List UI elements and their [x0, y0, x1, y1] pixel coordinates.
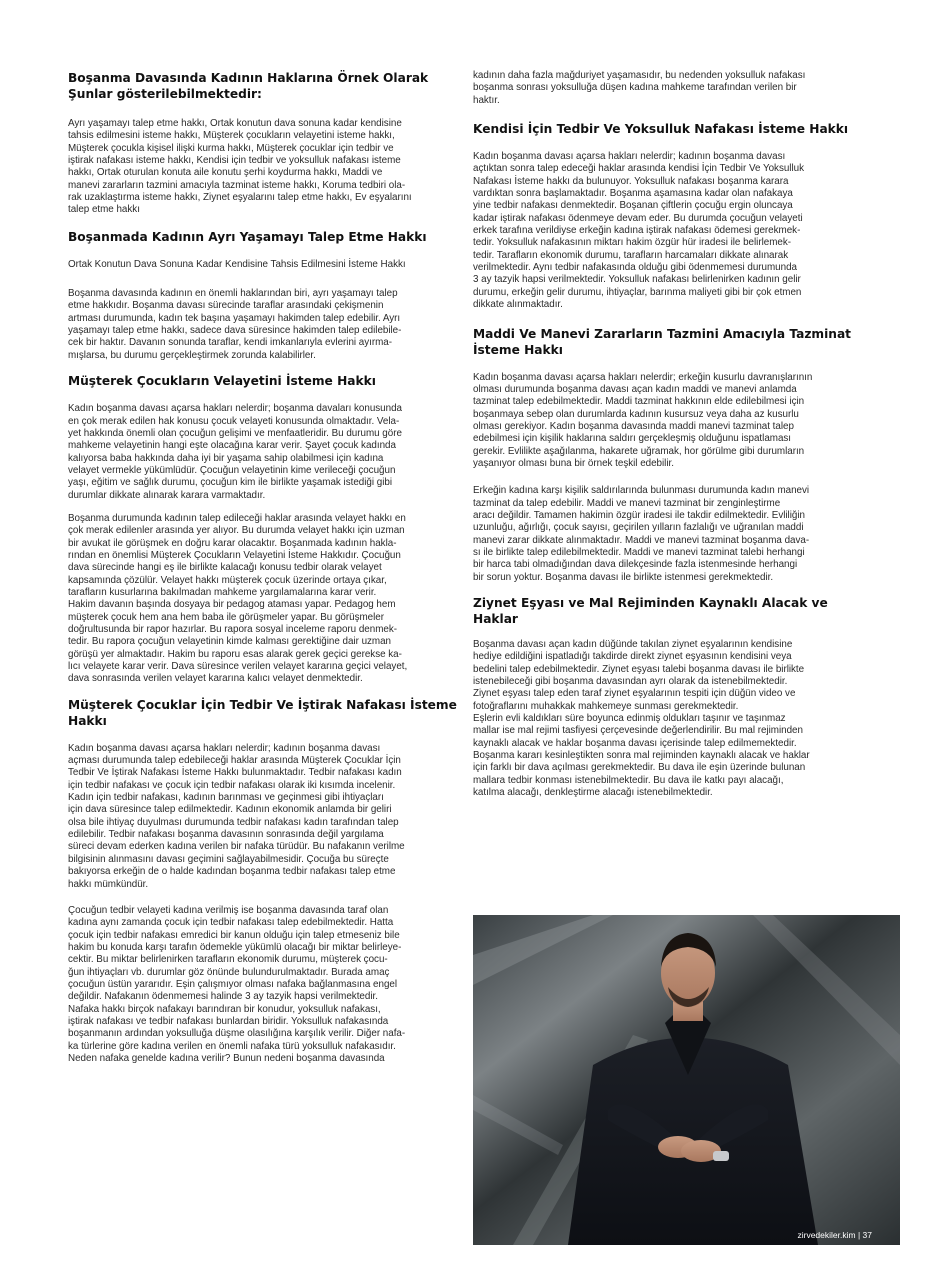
paragraph: Çocuğun tedbir velayeti kadına verilmiş ise boşanma davasında taraf olan kadına aynı zamanda çocuk için tedbir nafakası talep edebilmektedir. Hatta çocuk için tedbir nafakası emredici bir kanun olduğu için talep etmeseniz bile hakim bu konuda karşı tarafın ödemekle yükümlü olacağı bir miktar belirleye- cektir. Bu miktar belirlenirken tarafların ekonomik durumu, müşterek çocu- ğun ihtiyaçları vb. durumlar göz önünde bulundurulmaktadır. Burada amaç çocuğun üstün yararıdır. Eşin çalışmıyor olması nafaka bağlanmasına engel değildir. Nafakanın ödenmemesi halinde 3 ay tazyik hapsi verilmektedir. Nafaka hakkı birçok nafakayı barındıran bir konudur, yoksulluk nafakası, iştirak nafakası ve tedbir nafakası bunlardan biridir. Yoksulluk nafakasında boşanmanın ardından yoksulluğa düşme olasılığına karşılık verilir. Diğer nafa- ka türlerine göre kadına verilen en önemli nafaka türü yoksulluk nafakasıdır. Neden nafaka genelde kadına verilir? Bunun nedeni boşanma davasında: [68, 904, 406, 1064]
footer-divider: |: [857, 1230, 863, 1240]
left-column: [68, 64, 458, 1065]
section-heading-compensation: Maddi Ve Manevi Zararların Tazmini Amacıyla Tazminat İsteme Hakkı: [473, 326, 852, 357]
paragraph: Ortak Konutun Dava Sonuna Kadar Kendisine Tahsis Edilmesini İsteme Hakkı: [68, 258, 406, 270]
marble-background: [473, 915, 900, 1245]
paragraph: Kadın boşanma davası açarsa hakları nelerdir; boşanma davaları konusunda en çok merak edilen hak konusu çocuk velayeti konusunda olmaktadır. Vela- yet hakkında önemli olan çocuğun gelişimi ve menfaatleridir. Bu durumu göre mahkeme velayetinin hangi eşte olacağına karar verir. Şayet çocuk kadında kalıyorsa baba hakkında daha iyi bir yaşama sahip olabilmesi için kadına velayet vermekle yükümlüdür. Çocuğun velayetinin kime verileceği çocuğun yaşı, eğitim ve sağlık durumu, çocuğun kim ile birlikte yaşamak istediği gibi durumlar dikkate alınarak karara varmaktadır.: [68, 403, 402, 501]
section-heading-separate-living: Boşanmada Kadının Ayrı Yaşamayı Talep Etme Hakkı: [68, 229, 427, 244]
section-heading-rights-examples: Boşanma Davasında Kadının Haklarına Örnek Olarak Şunlar gösterilebilmektedir:: [68, 71, 429, 101]
paragraph: Erkeğin kadına karşı kişilik saldırılarında bulunması durumunda kadın manevi tazminat da talep edebilir. Maddi ve manevi tazminat bir zenginleştirme aracı değildir. Tamamen hakimin özgür iradesi ile takdir edilmektedir. Evliliğin uzunluğu, ağırlığı, çocuk sayısı, geçirilen yılların fazlalığı ve uğranılan maddi manevi zarar dikkate alınmaktadır. Maddi ve manevi tazminat boşanma dava- sı ile birlikte talep edilebilmektedir. Maddi ve manevi tazminat talebi herhangi bir harca tabi olmadığından dava dilekçesinde fazla istenmesinde herhangi bir sorun yoktur. Boşanma davası ile birlikte istenmesi gerekmektedir.: [473, 485, 810, 583]
page-number: 37: [862, 1230, 872, 1240]
paragraph: Kadın boşanma davası açarsa hakları nelerdir; kadının boşanma davası açması durumunda talep edebileceği haklar arasında Müşterek Çocuklar İçin Tedbir Ve İştirak Nafakası İsteme Hakkı bulunmaktadır. Tedbir nafakası kadın için tedbir nafakası ve çocuk için tedbir nafakası olarak iki kısımda incelenir. Kadın için tedbir nafakası, kadının barınması ve geçinmesi gibi ihtiyaçları için dava süresince talep edilmektedir. Kadının ekonomik anlamda bir geliri olsa bile ihtiyaç duyulması durumunda tedbir nafakası kadın tarafından talep edilebilir. Tedbir nafakası boşanma davasının sonrasında değil yargılama süreci devam ederken kadına verilen bir nafaka türüdür. Bu nafakanın verilme bilgisinin alınmasını davası geçimini sağlayabilmesidir. Çocuğa bu süreçte bakıyorsa erkeğin de o halde kadından boşanma tedbir nafakası talep etme hakkı mümkündür.: [68, 742, 405, 890]
section-heading-child-alimony: Müşterek Çocuklar İçin Tedbir Ve İştirak Nafakası İsteme Hakkı: [68, 697, 457, 728]
paragraph: Kadın boşanma davası açarsa hakları nelerdir; kadının boşanma davası açtıktan sonra talep edeceği haklar arasında kendisi İçin Tedbir Ve Yoksulluk Nafakası İsteme hakkı da bulunuyor. Yoksulluk nafakası boşanma karara vardıktan sonra başlamaktadır. Boşanma aşamasına kadar olan nafakaya yine tedbir nafakası denmektedir. Boşanan çiftlerin çocuğu ergin oluncaya kadar iştirak nafakası ödenmeye devam eder. Bu durumda çocuğun velayeti erkek tarafına verildiyse erkeğin kadına iştirak nafakası ödemesi gerekmek- tedir. Yoksulluk nafakasının miktarı hakim özgür hür iradesi ile belirlemek- tedir. Tarafların ekonomik durumu, tarafların harcamaları dikkate alınarak verilmektedir. Aynı tedbir nafakasında olduğu gibi ödenmemesi durumunda 3 ay tazyik hapsi verilmektedir. Yoksulluk nafakası belirlenirken kadının gelir durumu, erkeğin gelir durumu, ihtiyaçlar, barınma maliyeti gibi bir çok etmen dikkate alınmaktadır.: [473, 151, 804, 311]
section-heading-poverty-alimony: Kendisi İçin Tedbir Ve Yoksulluk Nafakası İsteme Hakkı: [473, 122, 849, 137]
portrait-photo: [473, 915, 900, 1245]
section-heading-jewelry-property: Ziynet Eşyası ve Mal Rejiminden Kaynaklı Alacak ve Haklar: [473, 596, 828, 626]
section-heading-custody: Müşterek Çocukların Velayetini İsteme Hakkı: [68, 374, 376, 389]
paragraph: Ayrı yaşamayı talep etme hakkı, Ortak konutun dava sonuna kadar kendisine tahsis edilmesini isteme hakkı, Müşterek çocukların velayetini isteme hakkı, Müşterek çocukla kişisel ilişki kurma hakkı, Müşterek çocuklar için tedbir ve iştirak nafakası isteme hakkı, Kendisi için tedbir ve yoksulluk nafakası isteme hakkı, Ortak oturulan konuta aile konutu şerhi koydurma hakkı, Maddi ve manevi zararların tazmini amacıyla tazminat isteme hakkı, Koruma tedbiri ola- rak uzaklaştırma isteme hakkı, Ziynet eşyalarını talep etme hakkı, Ev eşyalarını talep etme hakkı: [68, 118, 412, 216]
site-name[interactable]: zirvedekiler.kim: [797, 1230, 856, 1240]
page-footer: [797, 1230, 872, 1240]
paragraph: Boşanma davası açan kadın düğünde takılan ziynet eşyalarının kendisine hediye edildiğini ispatladığı takdirde direkt ziynet eşyasının kendisini veya bedelini talep edebilmektedir. Ziynet eşyası talebi boşanma davası ile birlikte istenebileceği gibi boşanma davasından ayrı olarak da istenebilmektedir. Ziynet eşyası talep eden taraf ziynet eşyalarının tespiti için düğün video ve fotoğraflarını muhakkak mahkemeye sunması gerekmektedir. Eşlerin evli kaldıkları süre boyunca edinmiş oldukları taşınır ve taşınmaz mallar ise mal rejimi tasfiyesi çerçevesinde değerlendirilir. Bu mal rejiminden kaynaklı alacak ve haklar boşanma davası içerisinde talep edilmemektedir. Boşanma kararı kesinleştikten sonra mal rejiminden kaynaklı alacak ve haklar için farklı bir dava açılması gerekmektedir. Bu dava ile eşin üzerinde bulunan mallara tedbir konması istenebilmektedir. Bu dava ile katkı payı alacağı, katılma alacağı, denkleştirme alacağı istenebilmektedir.: [473, 639, 810, 799]
paragraph: Boşanma davasında kadının en önemli haklarından biri, ayrı yaşamayı talep etme hakkıdır. Boşanma davası sürecinde taraflar arasındaki çekişmenin artması durumunda, kadın tek başına yaşamayı hakimden talep edebilir. Ayrı yaşamayı talep etme hakkı, sadece dava süresince hakimden talep edilebile- cek bir haktır. Davanın sonunda taraflar, kendi imkanlarıyla evlerini ayırma- mışlarsa, bu durumu gerçekleştirmek zorunda kalabilirler.: [68, 288, 402, 361]
paragraph: Kadın boşanma davası açarsa hakları nelerdir; erkeğin kusurlu davranışlarının olması durumunda boşanma davası açan kadın maddi ve manevi anlamda tazminat talep edebilmektedir. Maddi tazminat hakkının elde edilebilmesi için boşanmaya sebep olan durumlarda kadının kusursuz veya daha az kusurlu olması gerekiyor. Kadın boşanma davasında maddi manevi tazminat talep edebilmesi için kişilik haklarına saldırı gerçekleşmiş olduğunu ispatlaması gerekir. Evlilikte aşağılanma, hakarete uğramak, hor görülme gibi durumların yaşanıyor olması buna bir örnek teşkil edebilir.: [473, 371, 813, 469]
paragraph: Boşanma durumunda kadının talep edileceği haklar arasında velayet hakkı en çok merak edilenler arasında yer alıyor. Bu durumda velayet hakkı için uzman bir avukat ile görüşmek en doğru karar olacaktır. Boşanmada kadının hakla- rından en önemlisi Müşterek Çocukların Velayetini İsteme Hakkıdır. Çocuğun dava sürecinde hangi eş ile birlikte kalacağı konusu tedbir olarak velayet kapsamında çözülür. Velayet hakkı müşterek çocuk üzerinde ortaya çıkar, tarafların kusurlarına bakılmadan mahkeme yargılamalarına karar verir. Hakim davanın başında dosyaya bir pedagog ataması yapar. Pedagog hem müşterek çocuk hem ana hem baba ile görüşmeler yapar. Bu görüşmeler doğrultusunda bir rapor hazırlar. Bu rapora sosyal inceleme raporu denmek- tedir. Bu rapora çocuğun velayetinin kimde kalması gerektiğine dair uzman görüşü yer almaktadır. Hakim bu raporu esas alarak gerek geçici gerekse ka- lıcı velayete karar verir. Dava süresince verilen velayet kararına geçici velayet, dava sonrasında verilen velayet kararına kalıcı velayet denmektedir.: [68, 512, 408, 685]
paragraph: kadının daha fazla mağduriyet yaşamasıdır, bu nedenden yoksulluk nafakası boşanma sonrası yoksulluğa düşen kadına mahkeme tarafından verilen bir haktır.: [473, 70, 806, 106]
right-column: [473, 64, 865, 810]
